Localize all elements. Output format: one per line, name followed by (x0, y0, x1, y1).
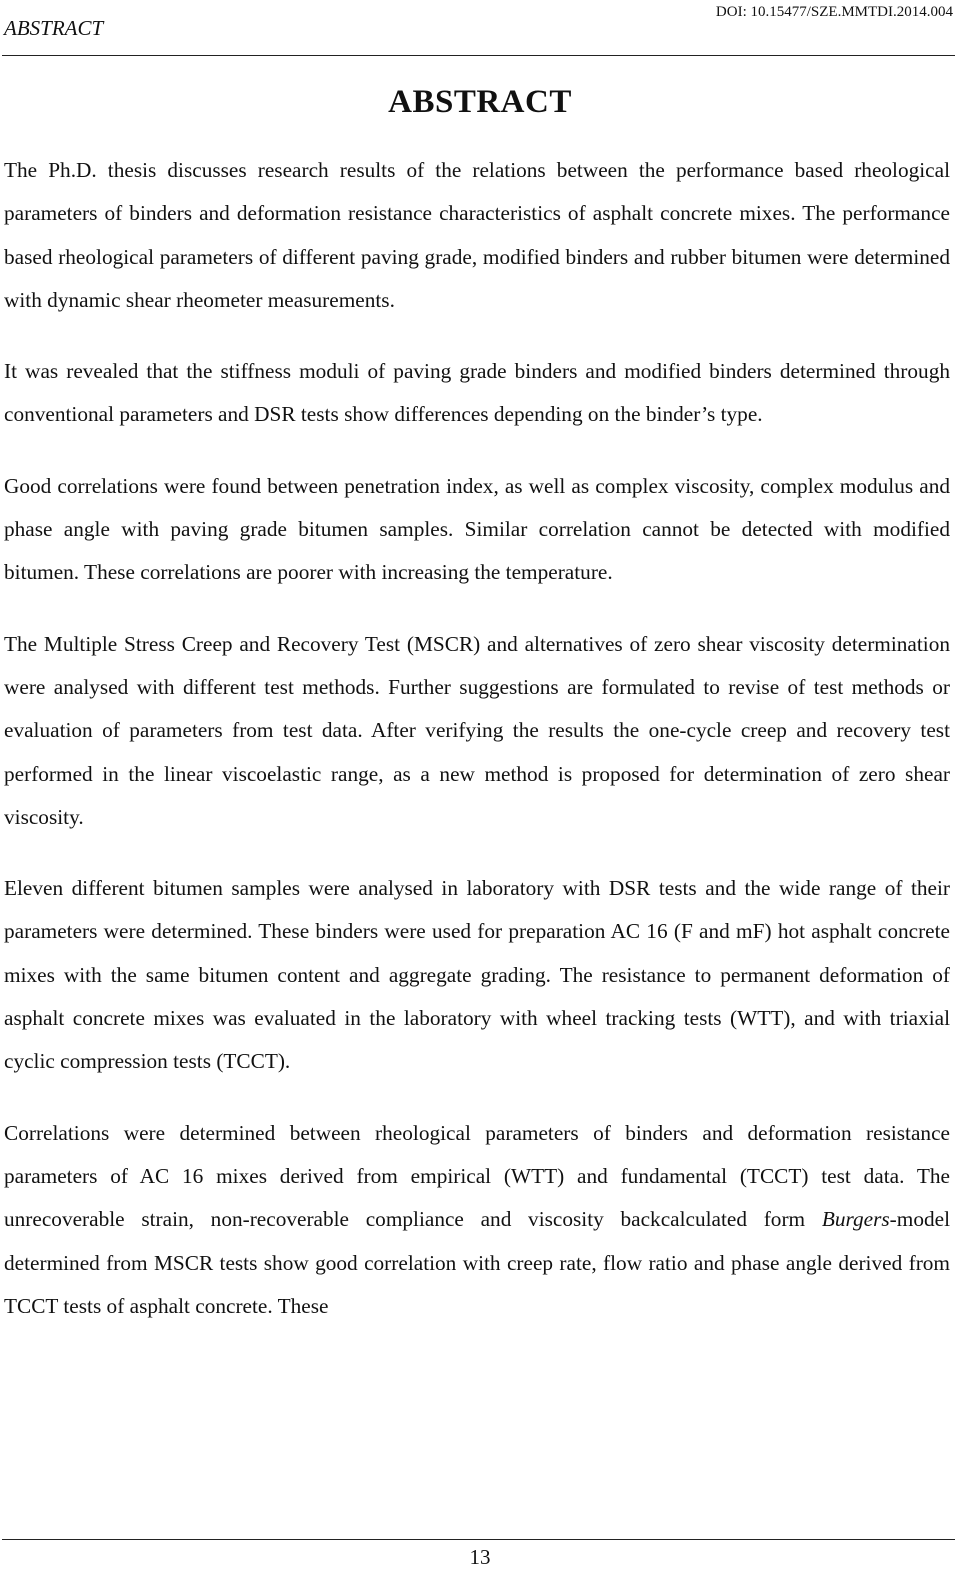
paragraph-2: It was revealed that the stiffness moduli of paving grade binders and modified binders determined through conventional parameters and DSR tests show differences depending on the binder’s type. (4, 359, 950, 427)
running-header: ABSTRACT (4, 16, 104, 40)
page-title: ABSTRACT (388, 84, 572, 120)
paragraph-4: The Multiple Stress Creep and Recovery Test (MSCR) and alternatives of zero shear viscosity determination were analysed with different test methods. Further suggestions are formulated to revise of test methods or evaluation of parameters from test data. After verifying the results the one-cycle creep and recovery test performed in the linear viscoelastic range, as a new method is proposed for determination of zero shear viscosity. (4, 631, 950, 829)
burgers-model-term: Burgers (821, 1207, 890, 1232)
doi-label: DOI: 10.15477/SZE.MMTDI.2014.004 (715, 4, 953, 20)
abstract-body (4, 149, 950, 1328)
paragraph-6-text-after: -model determined from MSCR tests show good correlation with creep rate, flow ratio and phase angle derived from TCCT tests of asphalt concrete. These (4, 1207, 950, 1318)
paragraph-1: The Ph.D. thesis discusses research results of the relations between the performance based rheological parameters of binders and deformation resistance characteristics of asphalt concrete mixes. The performance based rheological parameters of different paving grade, modified binders and rubber bitumen were determined with dynamic shear rheometer measurements. (4, 158, 950, 312)
page-number: 13 (469, 1545, 491, 1569)
header-divider (2, 55, 955, 56)
paragraph-5: Eleven different bitumen samples were analysed in laboratory with DSR tests and the wide range of their parameters were determined. These binders were used for preparation AC 16 (F and mF) hot asphalt concrete mixes with the same bitumen content and aggregate grading. The resistance to permanent deformation of asphalt concrete mixes was evaluated in the laboratory with wheel tracking tests (WTT), and with triaxial cyclic compression tests (TCCT). (4, 876, 950, 1074)
paragraph-6 (4, 1112, 950, 1328)
footer-divider (2, 1539, 955, 1540)
paragraph-3: Good correlations were found between penetration index, as well as complex viscosity, complex modulus and phase angle with paving grade bitumen samples. Similar correlation cannot be detected with modified bitumen. These correlations are poorer with increasing the temperature. (4, 473, 950, 585)
paragraph-6-text-before: Correlations were determined between rheological parameters of binders and deformation resistance parameters of AC 16 mixes derived from empirical (WTT) and fundamental (TCCT) test data. The unrecoverable strain, non-recoverable compliance and viscosity backcalculated form (4, 1120, 950, 1232)
